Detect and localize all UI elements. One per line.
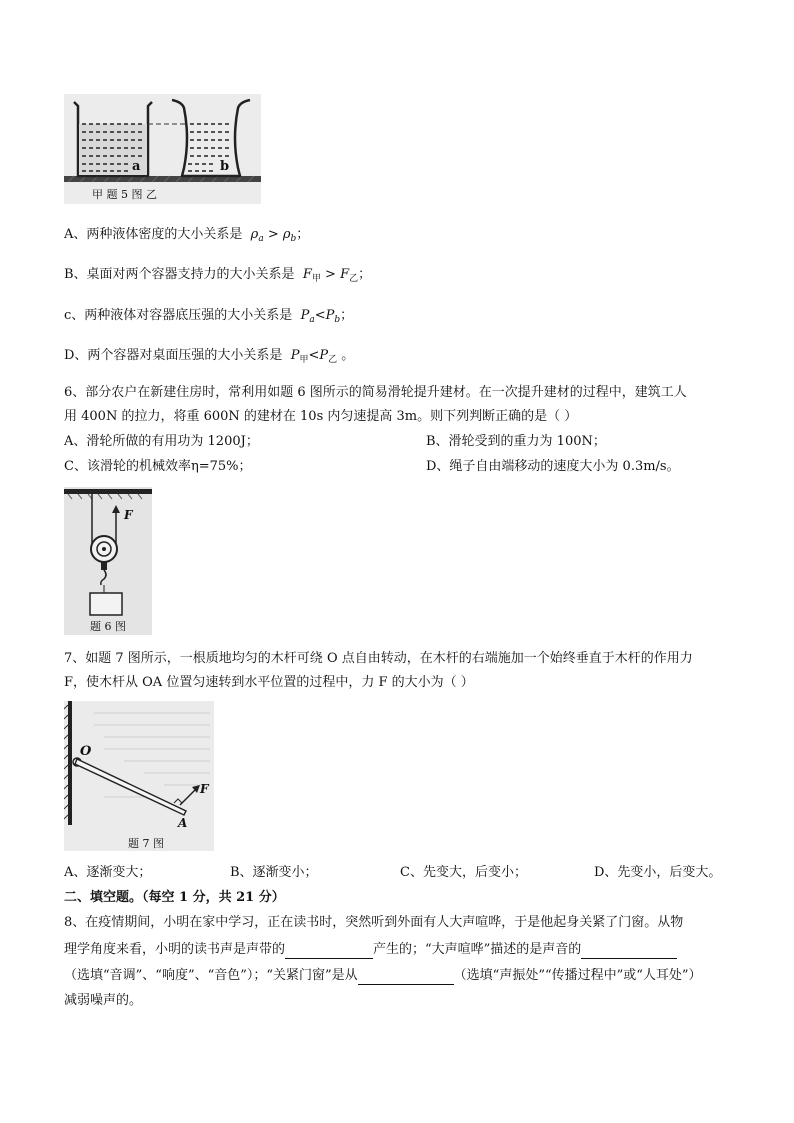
q8-blank-3[interactable]: [358, 970, 454, 985]
q6-figure: [64, 487, 152, 635]
q5-option-d: D、两个容器对桌面压强的大小关系是 $P_甲<P_乙$ 。: [64, 348, 355, 365]
q5-option-c: c、两种液体对容器底压强的大小关系是 $P_a<P_b$；: [64, 308, 354, 325]
q5-figure: [64, 94, 261, 204]
q5-label-b: b: [220, 159, 230, 174]
q8-blank-2[interactable]: [581, 944, 677, 959]
q8-line2: 理学角度来看，小明的读书声是声带的 产生的；“大声喧哗”描述的是声音的: [64, 941, 677, 959]
q5-option-d-formula: $P_甲<P_乙$: [290, 348, 338, 365]
q7-stem-line1: 7、如题 7 图所示，一根质地均匀的木杆可绕 O 点自由转动，在木杆的右端施加一个始终垂直于木杆的作用力: [64, 651, 693, 666]
q5-option-a-formula: $\rho_a > \rho_b$: [250, 227, 297, 244]
q5-containers-diagram: [64, 94, 261, 204]
q7-label-f: F: [200, 782, 209, 796]
q7-option-c: C、先变大，后变小；: [400, 865, 527, 880]
q8-blank-1[interactable]: [285, 944, 373, 959]
q6-stem-line1: 6、部分农户在新建住房时，常利用如题 6 图所示的简易滑轮提升建材。在一次提升建材的过程中，建筑工人: [64, 385, 687, 400]
q7-label-o: O: [80, 744, 92, 759]
q6-fig-caption: 题 6 图: [90, 620, 126, 633]
q6-stem-line2: 用 400N 的拉力，将重 600N 的建材在 10s 内匀速提高 3m。则下列判断正确的是（ ）: [64, 409, 578, 424]
q5-option-c-formula: $P_a<P_b$: [300, 308, 341, 325]
q5-option-b-formula: $F_甲 > F_乙$: [302, 267, 359, 284]
q8-line3: （选填“音调”、“响度”、“音色”）；“关紧门窗”是从 （选填“声振处”“传播过程中”或“人耳处”）: [64, 968, 702, 983]
q7-option-a: A、逐渐变大；: [64, 865, 152, 880]
q7-stem-line2: F，使木杆从 OA 位置匀速转到水平位置的过程中，力 F 的大小为（ ）: [64, 675, 474, 690]
section-title-fill-in: 二、填空题。（每空 1 分，共 21 分）: [64, 890, 285, 905]
q6-option-a: A、滑轮所做的有用功为 1200J；: [64, 434, 259, 449]
q6-pulley-diagram: [64, 487, 152, 635]
q7-lever-diagram: [64, 701, 214, 851]
q8-line4: 减弱噪声的。: [64, 993, 143, 1008]
q6-option-d: D、绳子自由端移动的速度大小为 0.3m/s。: [426, 459, 680, 474]
q7-fig-caption: 题 7 图: [128, 837, 164, 850]
q6-force-label: F: [124, 508, 133, 522]
q7-option-d: D、先变小，后变大。: [594, 865, 722, 880]
q7-figure: [64, 701, 214, 851]
q5-option-b: B、桌面对两个容器支持力的大小关系是 $F_甲 > F_乙$；: [64, 267, 372, 284]
q6-option-b: B、滑轮受到的重力为 100N；: [426, 434, 606, 449]
q6-option-c: C、该滑轮的机械效率η=75%；: [64, 459, 252, 474]
q5-option-a: A、两种液体密度的大小关系是 $\rho_a > \rho_b$；: [64, 227, 310, 244]
q5-label-a: a: [132, 159, 141, 174]
q5-fig-caption: 甲 题 5 图 乙: [92, 188, 157, 201]
q7-label-a: A: [178, 816, 188, 830]
q8-line1: 8、在疫情期间，小明在家中学习，正在读书时，突然听到外面有人大声喧哗，于是他起身关紧了门窗。从物: [64, 915, 684, 930]
q7-option-b: B、逐渐变小；: [230, 865, 318, 880]
